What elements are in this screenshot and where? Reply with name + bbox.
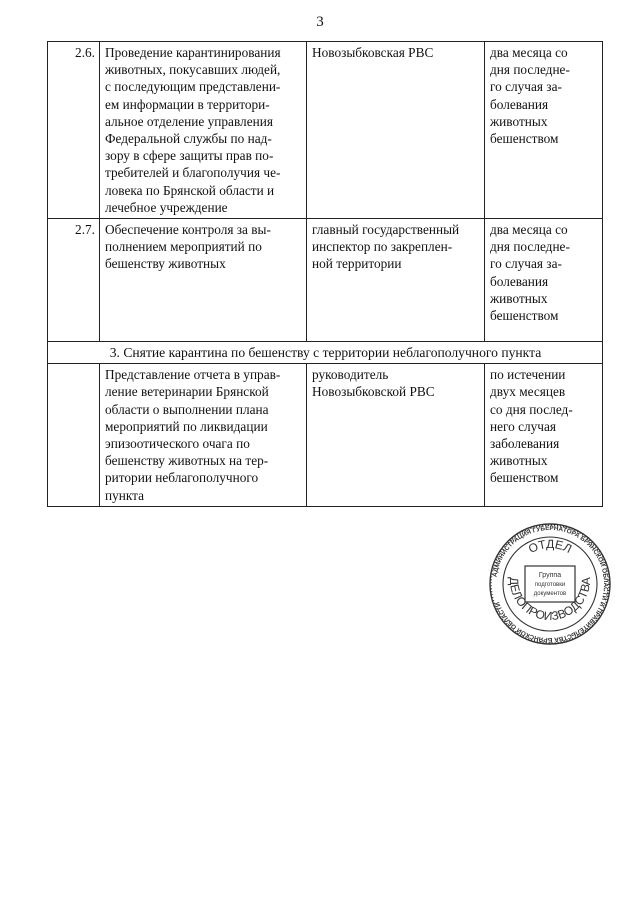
action-cell: Представление отчета в управ- ление ветеринарии Брянской области о выполнении плана мероприятий по ликвидации эпизоотического очага по бешенству животных на тер- ритории неблагополучного пункта — [100, 364, 307, 507]
action-cell: Проведение карантинирования животных, покусавших людей, с последующим представлени- ем информации в территори- альное отделение управления Федеральной службы по над- зору в сфере защиты прав по- требителей и благополучия че- ловека по Брянской области и лечебное учреждение — [100, 42, 307, 219]
stamp-inner-line-1: Группа — [538, 572, 562, 579]
stamp-inner-line-2: подготовки — [534, 582, 566, 588]
term-cell: два месяца со дня последне- го случая за- болевания животных бешенством — [485, 219, 603, 342]
responsible-cell: Новозыбковская РВС — [307, 42, 485, 219]
table-row — [48, 42, 603, 219]
row-number: 2.7. — [48, 219, 100, 342]
term-cell: по истечении двух месяцев со дня послед- него случая заболевания животных бешенством — [485, 364, 603, 507]
stamp-outer-text: АДМИНИСТРАЦИЯ ГУБЕРНАТОРА БРЯНСКОЙ ОБЛАСТИ И ПРАВИТЕЛЬСТВА БРЯНСКОЙ ОБЛАСТИ — [491, 524, 610, 644]
stamp-dept-text: ОТДЕЛ — [526, 536, 575, 557]
stamp-division-text: ДЕЛОПРОИЗВОДСТВА — [506, 576, 594, 624]
term-cell: два месяца со дня последне- го случая за- болевания животных бешенством — [485, 42, 603, 219]
table-row — [48, 364, 603, 507]
official-stamp — [488, 522, 612, 646]
page-number: 3 — [316, 14, 324, 30]
section-row — [48, 342, 603, 364]
row-number — [48, 364, 100, 507]
action-cell: Обеспечение контроля за вы- полнением мероприятий по бешенству животных — [100, 219, 307, 342]
responsible-cell: руководитель Новозыбковской РВС — [307, 364, 485, 507]
row-number: 2.6. — [48, 42, 100, 219]
plan-table — [47, 41, 603, 507]
table-row — [48, 219, 603, 342]
stamp-inner-line-3: документов — [533, 591, 567, 597]
section-heading: 3. Снятие карантина по бешенству с территории неблагополучного пункта — [48, 342, 603, 364]
responsible-cell: главный государственный инспектор по закреплен- ной территории — [307, 219, 485, 342]
